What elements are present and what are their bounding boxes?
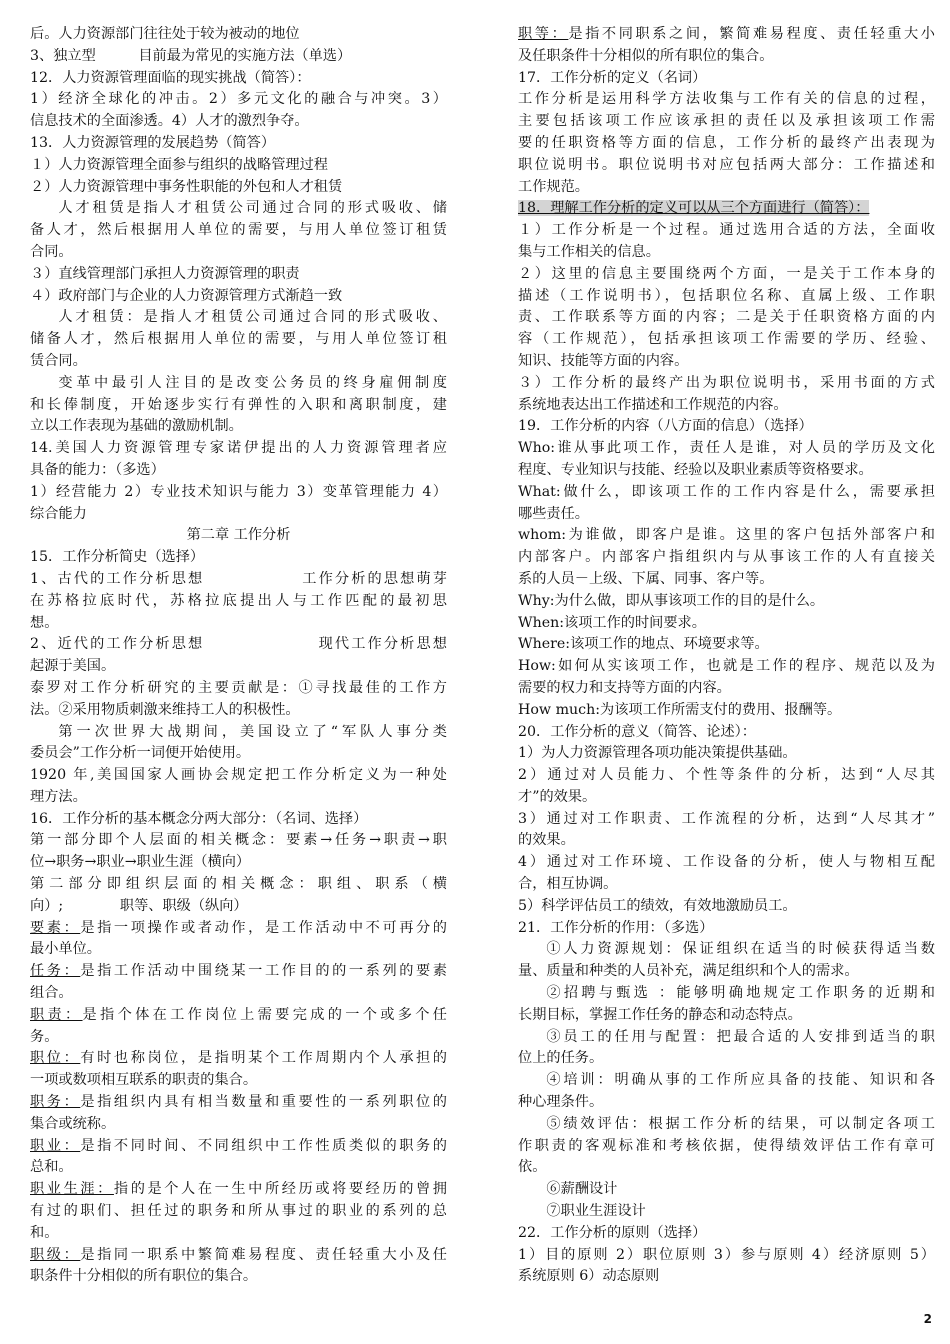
left-text-line: 人才租赁：是指人才租赁公司通过合同的形式吸收、	[58, 309, 447, 326]
right-text-line: ①人力资源规划：保证组织在适当的时候获得适当数	[546, 941, 935, 958]
left-text-line: 合同。	[30, 243, 73, 260]
left-text-line: 理方法。	[30, 788, 87, 805]
left-text-line: 14.美国人力资源管理专家诺伊提出的人力资源管理者应	[30, 440, 447, 457]
left-text-line: 综合能力	[30, 505, 87, 522]
right-column	[518, 24, 935, 1288]
left-text-line: 职业生涯：指的是个人在一生中所经历或将要经历的曾拥	[30, 1181, 447, 1198]
left-text-line: 务。	[30, 1028, 59, 1045]
right-text-line: 工作分析是运用科学方法收集与工作有关的信息的过程，	[518, 91, 935, 108]
right-text-line: 长期目标，掌握工作任务的静态和动态特点。	[518, 1006, 802, 1023]
term-label: 职业：	[30, 1137, 81, 1154]
left-text-line: １）人力资源管理全面参与组织的战略管理过程	[30, 156, 328, 173]
right-text-line: 知识、技能等方面的内容。	[518, 352, 689, 369]
right-text-line: 1）为人力资源管理各项功能决策提供基础。	[518, 745, 797, 762]
right-text-line: ②招聘与甄选 ：能够明确地规定工作职务的近期和	[546, 985, 935, 1002]
page-number: 2	[923, 1312, 932, 1326]
left-text-line: 2、近代的工作分析思想 现代工作分析思想	[30, 636, 447, 653]
right-text-line: ⑥薪酬设计	[546, 1181, 618, 1198]
right-text-line: 工作规范。	[518, 178, 589, 195]
left-text-line: 职业：是指不同时间、不同组织中工作性质类似的职务的	[30, 1137, 447, 1154]
term-label: 职责：	[30, 1006, 83, 1023]
right-text-line: 需要的权力和支持等方面的内容。	[518, 679, 731, 696]
term-label: 任务：	[30, 963, 81, 980]
term-label: 职务：	[30, 1094, 81, 1111]
term-label: 职级：	[30, 1246, 81, 1263]
left-text-line: ３）直线管理部门承担人力资源管理的职责	[30, 265, 300, 282]
right-text-line: How much:为该项工作所需支付的费用、报酬等。	[518, 701, 842, 718]
right-text-line: ④培训：明确从事的工作所应具备的技能、知识和各	[546, 1072, 935, 1089]
left-text-line: 13．人力资源管理的发展趋势（简答）	[30, 134, 276, 151]
right-text-line: 2）通过对人员能力、个性等条件的分析，达到“人尽其	[518, 767, 935, 784]
right-text-line: 职等：是指不同职系之间，繁简难易程度、责任轻重大小	[518, 26, 935, 42]
right-text-line	[518, 198, 935, 220]
right-text-line: 系统地表达出工作描述和工作规范的内容。	[518, 396, 788, 413]
right-text-line: １）工作分析是一个过程。通过选用合适的方法，全面收	[518, 222, 935, 239]
right-text-line: 要的任职资格等方面的信息，工作分析的最终产出表现为	[518, 134, 935, 151]
left-text-line: 和长俸制度，开始逐步实行有弹性的入职和离职制度，建	[30, 396, 447, 413]
right-text-line: Who:谁从事此项工作，责任人是谁，对人员的学历及文化	[518, 440, 935, 457]
left-text-line: 有过的职们、担任过的职务和所从事过的职业的系列的总	[30, 1203, 447, 1220]
left-text-line: 12．人力资源管理面临的现实挑战（简答）：	[30, 69, 311, 86]
right-text-line: 及任职条件十分相似的所有职位的集合。	[518, 47, 774, 64]
right-text-line: 哪些责任。	[518, 505, 589, 522]
left-column	[30, 24, 447, 1288]
left-text-line: 集合或统称。	[30, 1115, 116, 1132]
right-text-line: ２）这里的信息主要围绕两个方面，一是关于工作本身的	[518, 265, 935, 282]
right-text-line: 容（工作规范），包括承担该项工作需要的学历、经验、	[518, 331, 935, 348]
right-text-line: 21．工作分析的作用：（多选）	[518, 919, 714, 936]
right-text-line: How:如何从实该项工作，也就是工作的程序、规范以及为	[518, 658, 935, 675]
left-text-line: 第一次世界大战期间，美国设立了“军队人事分类	[58, 723, 447, 740]
left-text-line: 组合。	[30, 985, 73, 1002]
left-text-line: 15．工作分析简史（选择）	[30, 549, 205, 566]
right-text-line: Where:该项工作的地点、环境要求等。	[518, 636, 769, 653]
right-text-line: 4）通过对工作环境、工作设备的分析，使人与物相互配	[518, 854, 935, 871]
term-label: 要素：	[30, 919, 81, 936]
right-text-line: 19．工作分析的内容（八方面的信息）（选择）	[518, 418, 813, 435]
right-text-line: 系的人员－上级、下属、同事、客户等。	[518, 570, 774, 587]
right-text-line: What:做什么，即该项工作的工作内容是什么，需要承担	[518, 483, 935, 500]
left-text-line: ４）政府部门与企业的人力资源管理方式渐趋一致	[30, 287, 343, 304]
left-text-line: 立以工作表现为基础的激励机制。	[30, 418, 243, 435]
left-text-line: 起源于美国。	[30, 658, 116, 675]
left-text-line: 职务：是指组织内具有相当数量和重要性的一系列职位的	[30, 1094, 447, 1111]
left-text-line: 信息技术的全面渗透。4）人才的激烈争夺。	[30, 113, 309, 130]
right-text-line: 程度、专业知识与技能、经验以及职业素质等资格要求。	[518, 461, 873, 478]
left-text-line: 储备人才，然后根据用人单位的需要，与用人单位签订租	[30, 331, 447, 348]
left-text-line: 总和。	[30, 1159, 73, 1176]
right-text-line: ⑤绩效评估：根据工作分析的结果，可以制定各项工	[546, 1115, 935, 1132]
right-text-line: Why:为什么做，即从事该项工作的目的是什么。	[518, 592, 825, 609]
right-text-line: 才”的效果。	[518, 788, 597, 805]
left-text-line: 赁合同。	[30, 352, 87, 369]
left-text-line: 3、独立型 目前最为常见的实施方法（单选）	[30, 47, 352, 64]
right-text-line: 22．工作分析的原则（选择）	[518, 1224, 707, 1241]
left-text-line: 位→职务→职业→职业生涯（横向）	[30, 854, 251, 871]
left-text-line: 向）; 职等、职级（纵向）	[30, 897, 248, 914]
right-text-line: 作职责的客观标准和考核依据，使得绩效评估工作有章可	[518, 1137, 935, 1154]
term-label: 职等：	[518, 26, 569, 42]
left-text-line: 职责：是指个体在工作岗位上需要完成的一个或多个任	[30, 1006, 447, 1023]
left-text-line: 最小单位。	[30, 941, 101, 958]
right-text-line: 内部客户。内部客户指组织内与从事该工作的人有直接关	[518, 549, 935, 566]
term-label: 职位：	[30, 1050, 81, 1067]
left-text-line: 具备的能力：（多选）	[30, 461, 165, 478]
left-text-line: 变革中最引人注目的是改变公务员的终身雇佣制度	[58, 374, 447, 391]
right-text-line: 集与工作相关的信息。	[518, 243, 660, 260]
right-text-line: 合，相互协调。	[518, 876, 618, 893]
right-text-line: 量、质量和种类的人员补充，满足组织和个人的需求。	[518, 963, 859, 980]
left-text-line: 职条件十分相似的所有职位的集合。	[30, 1268, 258, 1285]
right-text-line: 种心理条件。	[518, 1094, 604, 1111]
right-text-line: 3）通过对工作职责、工作流程的分析，达到“人尽其才”	[518, 810, 935, 827]
left-text-line: 在苏格拉底时代，苏格拉底提出人与工作匹配的最初思	[30, 592, 447, 609]
left-text-line: 1920 年,美国国家人画协会规定把工作分析定义为一种处	[30, 767, 447, 784]
right-text-line: 20．工作分析的意义（简答、论述）：	[518, 723, 756, 740]
left-text-line: 1）经营能力 2）专业技术知识与能力 3）变革管理能力 4）	[30, 483, 447, 500]
left-text-line: 和。	[30, 1224, 59, 1241]
left-text-line: 第二部分即组织层面的相关概念：职组、职系（横	[30, 876, 447, 893]
left-text-line: 人才租赁是指人才租赁公司通过合同的形式吸收、储	[58, 200, 447, 217]
right-text-line: ３）工作分析的最终产出为职位说明书，采用书面的方式	[518, 374, 935, 391]
right-text-line: 主要包括该项工作应该承担的责任以及承担该项工作需	[518, 113, 935, 130]
left-text-line: 泰罗对工作分析研究的主要贡献是：①寻找最佳的工作方	[30, 679, 447, 696]
left-text-line: 想。	[30, 614, 59, 631]
right-text-line: 依。	[518, 1159, 547, 1176]
right-text-line: 的效果。	[518, 832, 575, 849]
right-text-line: ③员工的任用与配置：把最合适的人安排到适当的职	[546, 1028, 935, 1045]
right-text-line: 位上的任务。	[518, 1050, 604, 1067]
left-text-line: 一项或数项相互联系的职责的集合。	[30, 1072, 258, 1089]
left-text-line: 职位：有时也称岗位，是指明某个工作周期内个人承担的	[30, 1050, 447, 1067]
left-text-line: 1）经济全球化的冲击。2）多元文化的融合与冲突。3）	[30, 91, 447, 108]
left-text-line: 后。人力资源部门往往处于较为被动的地位	[30, 26, 300, 42]
left-text-line: 备人才，然后根据用人单位的需要，与用人单位签订租赁	[30, 222, 447, 239]
left-text-line: ２）人力资源管理中事务性职能的外包和人才租赁	[30, 178, 343, 195]
right-text-line: whom:为谁做，即客户是谁。这里的客户包括外部客户和	[518, 527, 935, 544]
left-text-line: 任务：是指工作活动中围绕某一工作目的的一系列的要素	[30, 963, 447, 980]
term-label: 职业生涯：	[30, 1181, 114, 1198]
right-text-line: 17．工作分析的定义（名词）	[518, 69, 707, 86]
left-text-line: 1、古代的工作分析思想 工作分析的思想萌芽	[30, 570, 447, 587]
left-text-line: 第二章 工作分析	[186, 527, 291, 544]
highlighted-heading: 18．理解工作分析的定义可以从三个方面进行（简答）：	[518, 200, 870, 217]
right-text-line: 系统原则 6）动态原则	[518, 1268, 660, 1285]
right-text-line: 职位说明书。职位说明书对应包括两大部分：工作描述和	[518, 156, 935, 173]
right-text-line: 1）目的原则 2）职位原则 3）参与原则 4）经济原则 5）	[518, 1246, 935, 1263]
left-text-line: 16．工作分析的基本概念分两大部分：（名词、选择）	[30, 810, 368, 827]
right-text-line: ⑦职业生涯设计	[546, 1203, 646, 1220]
left-text-line: 法。②采用物质刺激来维持工人的积极性。	[30, 701, 300, 718]
right-text-line: 5）科学评估员工的绩效，有效地激励员工。	[518, 897, 797, 914]
left-text-line: 职级：是指同一职系中繁简难易程度、责任轻重大小及任	[30, 1246, 447, 1263]
right-text-line: 责、工作联系等方面的内容；二是关于任职资格方面的内	[518, 309, 935, 326]
right-text-line: When:该项工作的时间要求。	[518, 614, 706, 631]
left-text-line: 第一部分即个人层面的相关概念：要素→任务→职责→职	[30, 832, 447, 849]
right-text-line: 描述（工作说明书），包括职位名称、直属上级、工作职	[518, 287, 935, 304]
left-text-line: 委员会”工作分析一词便开始使用。	[30, 745, 251, 762]
left-text-line: 要素：是指一项操作或者动作，是工作活动中不可再分的	[30, 919, 447, 936]
